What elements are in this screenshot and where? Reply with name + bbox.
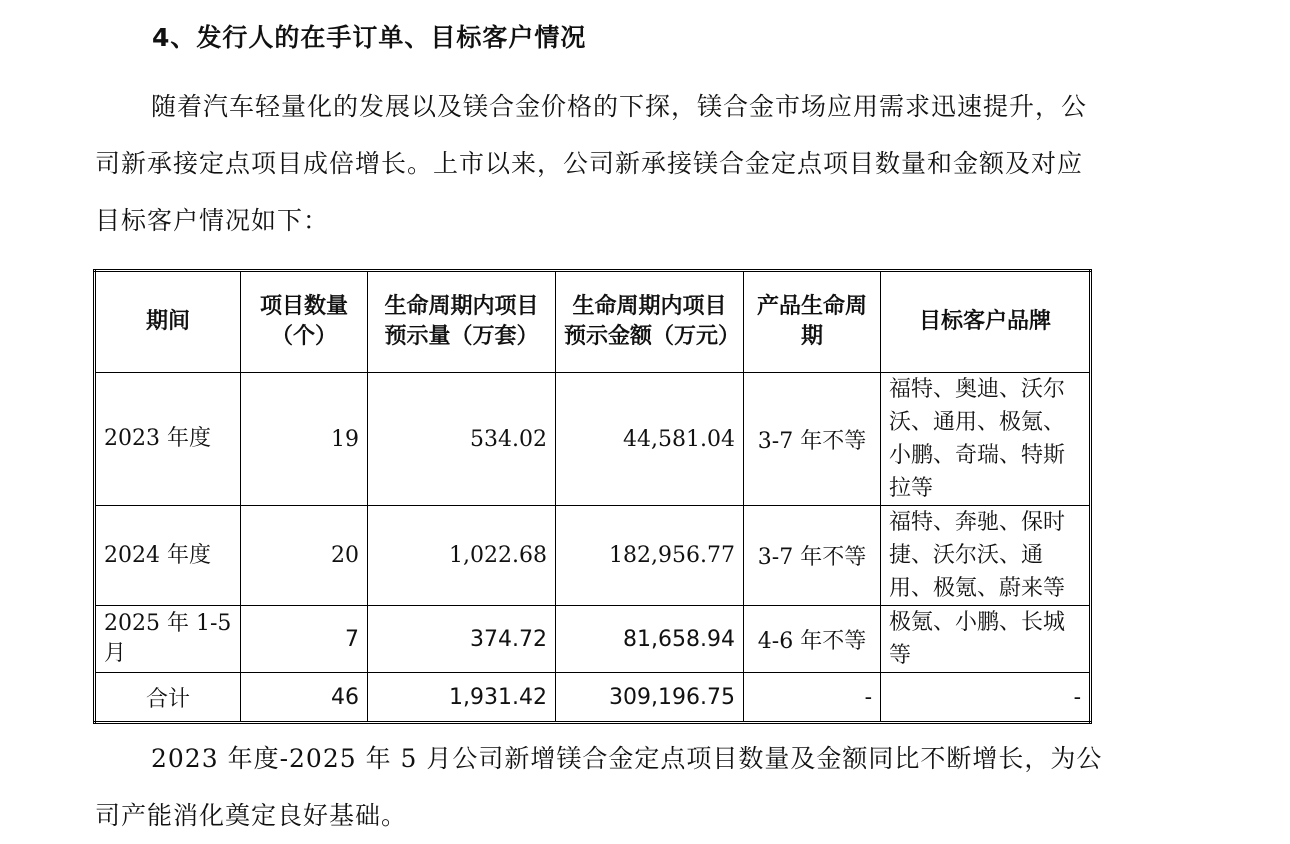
cell-lifecycle: 3-7 年不等 <box>744 373 881 506</box>
cell-customers: 极氪、小鹏、长城等 <box>881 606 1091 673</box>
orders-table <box>93 269 1092 724</box>
cell-amount: 44,581.04 <box>556 373 744 506</box>
table-total-row <box>95 673 1091 723</box>
cell-volume: 1,022.68 <box>368 506 556 606</box>
cell-amount: 81,658.94 <box>556 606 744 673</box>
header-amount: 生命周期内项目预示金额（万元） <box>556 271 744 373</box>
cell-count: 7 <box>241 606 368 673</box>
table-header-row <box>95 271 1091 373</box>
header-customers: 目标客户品牌 <box>881 271 1091 373</box>
cell-total-amount: 309,196.75 <box>556 673 744 723</box>
cell-total-volume: 1,931.42 <box>368 673 556 723</box>
cell-volume: 374.72 <box>368 606 556 673</box>
intro-paragraph: 随着汽车轻量化的发展以及镁合金价格的下探，镁合金市场应用需求迅速提升，公司新承接定点项目成倍增长。上市以来，公司新承接镁合金定点项目数量和金额及对应目标客户情况如下： <box>95 92 1088 235</box>
cell-total-label: 合计 <box>95 673 241 723</box>
cell-customers: 福特、奔驰、保时捷、沃尔沃、通用、极氪、蔚来等 <box>881 506 1091 606</box>
table-row <box>95 506 1091 606</box>
header-volume: 生命周期内项目预示量（万套） <box>368 271 556 373</box>
cell-total-lifecycle: - <box>744 673 881 723</box>
section-heading: 4、发行人的在手订单、目标客户情况 <box>152 23 587 52</box>
table-row <box>95 373 1091 506</box>
cell-period: 2025 年 1-5 月 <box>95 606 241 673</box>
header-count: 项目数量（个） <box>241 271 368 373</box>
cell-period: 2023 年度 <box>95 373 241 506</box>
cell-total-customers: - <box>881 673 1091 723</box>
cell-lifecycle: 4-6 年不等 <box>744 606 881 673</box>
conclusion-paragraph: 2023 年度-2025 年 5 月公司新增镁合金定点项目数量及金额同比不断增长，为公司产能消化奠定良好基础。 <box>95 744 1103 830</box>
cell-volume: 534.02 <box>368 373 556 506</box>
header-period: 期间 <box>95 271 241 373</box>
cell-lifecycle: 3-7 年不等 <box>744 506 881 606</box>
table-row <box>95 606 1091 673</box>
cell-period: 2024 年度 <box>95 506 241 606</box>
cell-count: 19 <box>241 373 368 506</box>
cell-amount: 182,956.77 <box>556 506 744 606</box>
header-lifecycle: 产品生命周期 <box>744 271 881 373</box>
cell-count: 20 <box>241 506 368 606</box>
cell-customers: 福特、奥迪、沃尔沃、通用、极氪、小鹏、奇瑞、特斯拉等 <box>881 373 1091 506</box>
cell-total-count: 46 <box>241 673 368 723</box>
